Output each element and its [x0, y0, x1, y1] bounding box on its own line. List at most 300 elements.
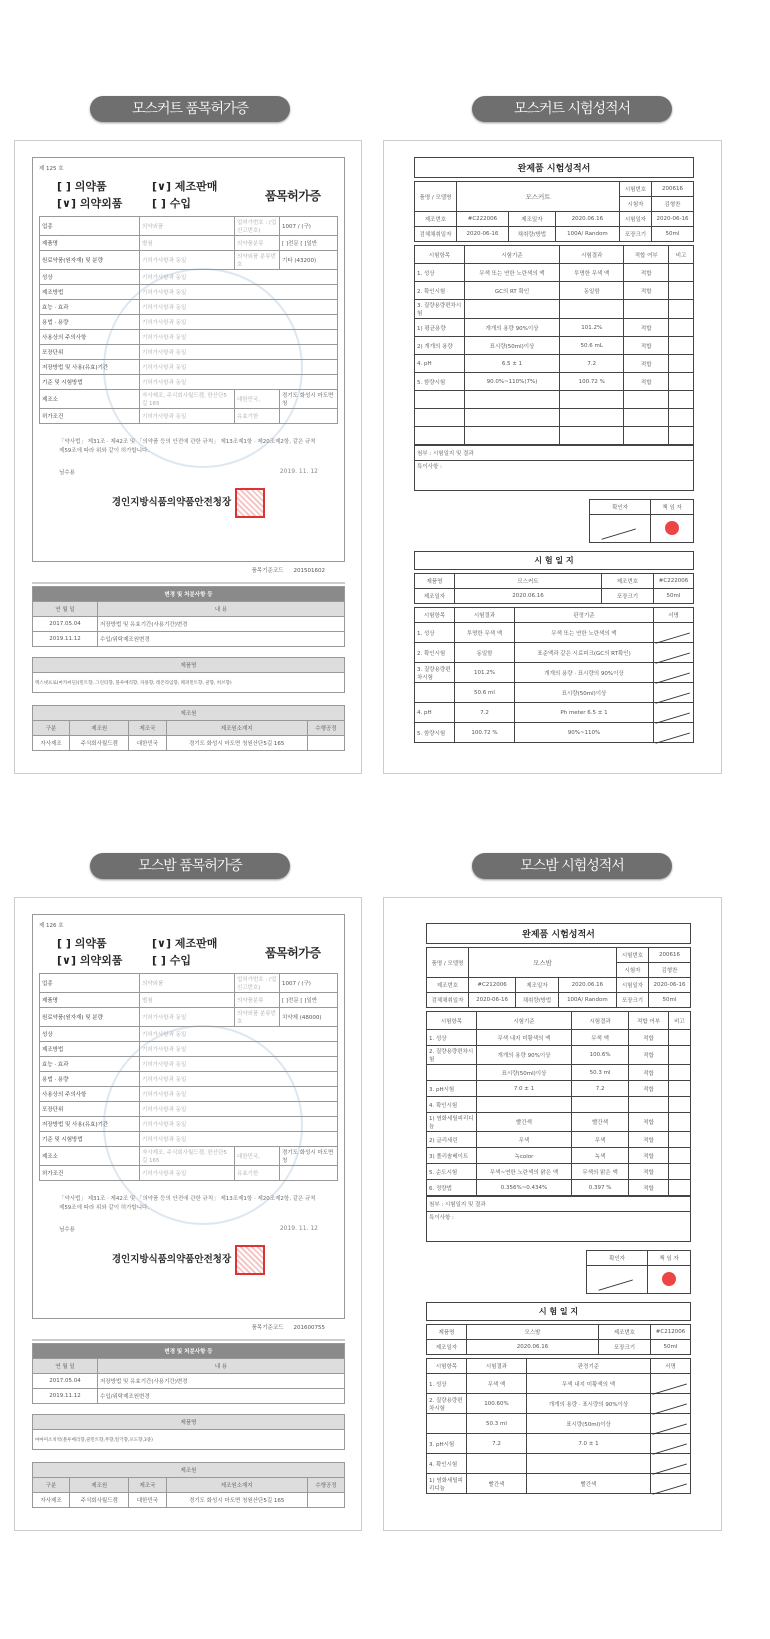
table-cell: 적합	[629, 1030, 669, 1046]
official-seal	[235, 488, 265, 518]
table-cell: 용법 · 용량	[40, 1072, 140, 1087]
table-cell: 모스커트	[455, 574, 602, 589]
log-header-row	[415, 574, 694, 589]
table-cell: 포장크기	[599, 1340, 651, 1355]
table-cell: 5. 함량시험	[415, 723, 455, 743]
signature-icon	[651, 1434, 691, 1454]
signature-table	[589, 499, 694, 543]
license-title: 품목허가증	[265, 188, 321, 203]
table-cell: 내 용	[98, 602, 345, 617]
table-cell: 무색 또는 연한 노란색의 액	[515, 623, 654, 643]
table-cell: 기허가사항과 동일	[140, 315, 338, 330]
table-cell: 표시량(50ml)이상	[527, 1414, 651, 1434]
table-cell	[668, 1132, 690, 1148]
table-cell	[560, 300, 624, 319]
license-row	[40, 1042, 338, 1057]
table-cell: 1) 평균용량	[415, 319, 465, 337]
table-cell: 적합	[629, 1148, 669, 1164]
table-cell: 2) 글리세린	[427, 1132, 477, 1148]
table-cell	[669, 337, 694, 355]
table-cell: 기허가사항과 동일	[140, 360, 338, 375]
log-title: 시 험 일 지	[414, 551, 694, 570]
official-seal	[235, 1245, 265, 1275]
table-cell: 제조원소재지	[166, 721, 307, 736]
signature-icon	[654, 723, 694, 743]
table-cell	[668, 1148, 690, 1164]
report-header-table	[414, 181, 694, 242]
results-head-row	[415, 246, 694, 264]
table-cell	[415, 427, 465, 445]
table-cell	[624, 391, 669, 409]
table-cell: 시험번호	[617, 948, 649, 963]
code-label: 품목기준코드	[251, 568, 284, 574]
table-cell: 7.0 ± 1	[527, 1434, 651, 1454]
table-cell: 제조번호	[427, 978, 469, 993]
table-cell	[307, 1493, 344, 1508]
table-cell	[465, 427, 560, 445]
license-number: 제 125 호	[39, 166, 64, 172]
issuer: 경인지방식품의약품안전청장	[111, 496, 232, 508]
mfr-title-row	[33, 1463, 345, 1478]
license-row	[40, 300, 338, 315]
license-row	[40, 1117, 338, 1132]
table-cell: 기준 및 시험방법	[40, 375, 140, 390]
result-row	[427, 1046, 691, 1065]
license-row	[40, 1072, 338, 1087]
signature-icon	[652, 1371, 689, 1394]
table-cell: 7.2	[467, 1434, 527, 1454]
result-row	[427, 1180, 691, 1196]
table-cell: 사용상의 주의사항	[40, 330, 140, 345]
table-cell: 검체채취일자	[415, 227, 457, 242]
table-cell: 의약품분류	[235, 993, 280, 1008]
divider	[32, 582, 345, 584]
result-row	[427, 1164, 691, 1180]
table-cell: 용법 · 용량	[40, 315, 140, 330]
table-cell	[465, 409, 560, 427]
table-cell: 제조소	[40, 390, 140, 409]
result-row	[415, 319, 694, 337]
table-cell: 수행공정	[307, 721, 344, 736]
signature-icon	[652, 1471, 689, 1494]
signature-icon	[651, 1454, 691, 1474]
table-cell: 3. pH시험	[427, 1081, 477, 1097]
result-row	[427, 1113, 691, 1132]
table-cell: 연 월 일	[33, 1359, 98, 1374]
license-row	[40, 1008, 338, 1027]
table-cell	[572, 1097, 629, 1113]
result-row	[427, 1132, 691, 1148]
table-cell: 제조원	[70, 1478, 129, 1493]
table-cell: #C212006	[651, 1325, 691, 1340]
statement: 「약사법」 제31조 · 제42조 및 「의약품 등의 안전에 관한 규칙」 제13조제1항 · 제20조제2항, 같은 규칙 제59조에 따라 위와 같이 허가합니다.	[59, 439, 316, 454]
table-cell: 제조일자	[516, 978, 559, 993]
table-cell: 무색 또는 연한 노란색의 액	[465, 264, 560, 282]
table-cell: 개개의 용량 · 표시량의 90%이상	[527, 1394, 651, 1414]
issuer: 경인지방식품의약품안전청장	[111, 1253, 232, 1265]
table-cell: 의약외품	[140, 974, 235, 993]
report-frame-2	[383, 897, 722, 1531]
table-cell	[629, 1097, 669, 1113]
license-row	[40, 360, 338, 375]
header-row	[415, 182, 694, 197]
signature-icon	[587, 1266, 648, 1294]
table-cell: 성상	[40, 270, 140, 285]
license-row	[40, 1102, 338, 1117]
table-cell: 무색 내지 미황색의 액	[527, 1374, 651, 1394]
log-row	[427, 1434, 691, 1454]
table-cell: 의약외품 분류번호	[235, 251, 280, 270]
table-cell: 시험자	[620, 197, 652, 212]
table-cell: 김형찬	[652, 197, 694, 212]
signature-icon	[651, 1414, 691, 1434]
table-cell: 제조방법	[40, 285, 140, 300]
table-cell: 90%~110%	[515, 723, 654, 743]
table-cell: 수입/위탁제조원변경	[98, 1389, 345, 1404]
table-cell: 제조일자	[508, 212, 555, 227]
signature-icon	[654, 663, 694, 683]
table-cell: 투명한 무색 액	[455, 623, 515, 643]
license-row	[40, 409, 338, 424]
table-cell: 효능 · 효과	[40, 1057, 140, 1072]
table-cell: 2) 개개의 용량	[415, 337, 465, 355]
log-row	[415, 703, 694, 723]
table-cell: 포장단위	[40, 1102, 140, 1117]
table-cell: 4. 확인시험	[427, 1454, 467, 1474]
table-cell: 개개의 용량 90%이상	[465, 319, 560, 337]
log-header-table	[426, 1324, 691, 1355]
table-cell: 100A/ Random	[558, 993, 616, 1008]
table-cell: 빨간색	[467, 1474, 527, 1494]
table-cell: 포장크기	[617, 993, 649, 1008]
table-cell	[465, 300, 560, 319]
code-label: 품목기준코드	[251, 1325, 284, 1331]
table-cell: Ph meter 6.5 ± 1	[515, 703, 654, 723]
table-cell: 채취량/방법	[516, 993, 559, 1008]
table-cell: 기허가사항과 동일	[140, 1102, 338, 1117]
issuer-line	[39, 488, 338, 518]
table-cell: 2020.06.16	[467, 1340, 599, 1355]
table-cell: 제품명	[40, 993, 140, 1008]
table-cell: 저장방법 및 사용(유효)기간	[40, 1117, 140, 1132]
table-cell: 기허가사항과 동일	[140, 1042, 338, 1057]
license-row	[40, 330, 338, 345]
table-cell: 시험기준	[465, 246, 560, 264]
table-cell: 시험번호	[620, 182, 652, 197]
table-cell: 제조국	[129, 721, 166, 736]
notes-table	[426, 1196, 691, 1242]
table-cell: 저장방법 및 유효기간(사용기간)변경	[98, 617, 345, 632]
log-row	[427, 1454, 691, 1474]
sign-head-row	[590, 500, 694, 515]
table-cell: 1) 염화세틸피리디늄	[427, 1113, 477, 1132]
table-cell: 시험기준	[477, 1012, 572, 1030]
table-cell: 내 용	[98, 1359, 345, 1374]
table-cell: 2020.06.16	[555, 212, 619, 227]
table-cell: 변경 및 처분사항 등	[33, 587, 345, 602]
table-cell	[415, 683, 455, 703]
notes-table	[414, 445, 694, 491]
table-cell: 무색	[477, 1132, 572, 1148]
table-cell: 무색 액	[467, 1374, 527, 1394]
license-row	[40, 993, 338, 1008]
table-cell: 맥스넷프로(마카씨딘)(민트향, 그린티향, 블루베리향, 자몽향, 레몬라임향, 페퍼민트향, 쿨향, 허브향)	[33, 673, 345, 693]
log-table	[426, 1358, 691, 1494]
table-cell	[624, 409, 669, 427]
license-header	[39, 935, 338, 969]
license-row	[40, 1087, 338, 1102]
license-row	[40, 1132, 338, 1147]
table-cell: 포장크기	[602, 589, 654, 604]
changes-row	[33, 632, 345, 647]
table-cell: 모스커트	[457, 182, 620, 212]
table-cell: 90.0%~110%(7%)	[465, 373, 560, 391]
table-cell: 첨부 : 시험일지 및 결과	[427, 1197, 691, 1212]
log-row	[415, 623, 694, 643]
table-cell: 제조원	[33, 1463, 345, 1478]
table-cell: 빨간색	[477, 1113, 572, 1132]
report-title: 완제품 시험성적서	[414, 157, 694, 178]
result-row	[415, 282, 694, 300]
license-row	[40, 217, 338, 236]
checkbox-label: [∨] 제조판매	[152, 180, 218, 193]
header-row	[427, 993, 691, 1008]
product-table	[32, 1414, 345, 1450]
license-row	[40, 345, 338, 360]
attach-row	[427, 1197, 691, 1212]
result-row	[415, 337, 694, 355]
table-cell: 무색 액	[572, 1030, 629, 1046]
table-cell: 변경 및 처분사항 등	[33, 1344, 345, 1359]
manufacturer-table	[32, 1462, 345, 1508]
table-cell: 제조방법	[40, 1042, 140, 1057]
table-cell: 주식회사월드켐	[70, 1493, 129, 1508]
checkbox-label: [ ] 의약품	[57, 937, 107, 950]
section-title-moscut-report: 모스커트 시험성적서	[472, 96, 672, 122]
table-cell: 기허가사항과 동일	[140, 1057, 338, 1072]
table-cell: 별첨	[140, 993, 235, 1008]
table-cell: 제조소	[40, 1147, 140, 1166]
table-cell: 업허가번호 : (업신고번호)	[235, 217, 280, 236]
table-cell: 제품명	[33, 658, 345, 673]
table-cell	[560, 391, 624, 409]
signature-icon	[654, 683, 694, 703]
product-row	[33, 673, 345, 693]
table-cell: 6.5 ± 1	[465, 355, 560, 373]
table-cell: 시험항목	[427, 1359, 467, 1374]
table-cell: 50ml	[654, 589, 694, 604]
report-frame-1	[383, 140, 722, 774]
table-cell: 3. pH시험	[427, 1434, 467, 1454]
license-title: 품목허가증	[265, 945, 321, 960]
table-cell: 50ml	[651, 1340, 691, 1355]
divider	[32, 1339, 345, 1341]
table-cell	[465, 391, 560, 409]
result-row	[427, 1065, 691, 1081]
changes-table	[32, 586, 345, 647]
table-cell: 제품명	[427, 1325, 467, 1340]
date-line	[59, 468, 318, 476]
table-cell: 적합	[629, 1132, 669, 1148]
table-cell: 4. pH	[415, 703, 455, 723]
checkbox-label: [ ] 의약품	[57, 180, 107, 193]
license-row	[40, 974, 338, 993]
table-cell: 의약외품	[140, 217, 235, 236]
table-cell	[669, 373, 694, 391]
table-cell: 기허가사항과 동일	[140, 1166, 235, 1181]
check-grid	[57, 935, 247, 969]
signature-icon	[590, 515, 651, 543]
table-cell: 의약품분류	[235, 236, 280, 251]
table-cell: 기타 (43200)	[280, 251, 338, 270]
table-cell: #C212006	[469, 978, 516, 993]
table-cell	[280, 1166, 338, 1181]
code-value: 201501602	[293, 568, 325, 574]
table-cell: 2020-06-16	[469, 993, 516, 1008]
receiver: 님수용	[59, 470, 75, 476]
table-cell: 적합	[629, 1164, 669, 1180]
signature-icon	[654, 623, 694, 643]
table-cell: 성상	[40, 1027, 140, 1042]
license-row	[40, 270, 338, 285]
table-cell: 확인자	[590, 500, 651, 515]
log-row	[427, 1394, 691, 1414]
table-cell: 2017.05.04	[33, 1374, 98, 1389]
log-row	[427, 1414, 691, 1434]
table-cell: 100.6%	[572, 1046, 629, 1065]
table-cell: 연 월 일	[33, 602, 98, 617]
table-cell	[669, 264, 694, 282]
code-line	[52, 1323, 325, 1331]
log-title: 시 험 일 지	[426, 1302, 691, 1321]
table-cell: 시험일자	[620, 212, 652, 227]
table-cell	[560, 409, 624, 427]
table-cell: 구분	[33, 721, 70, 736]
table-cell: 기허가사항과 동일	[140, 251, 235, 270]
table-cell: 경기도 화성시 마도면 청	[280, 1147, 338, 1166]
table-cell: 시험항목	[415, 608, 455, 623]
table-cell: 50.6 ml	[455, 683, 515, 703]
attach-row	[415, 446, 694, 461]
table-cell: 101.2%	[455, 663, 515, 683]
table-cell: 첨부 : 시험일지 및 결과	[415, 446, 694, 461]
table-cell: 50.3 ml	[467, 1414, 527, 1434]
table-cell: 주식회사월드켐	[70, 736, 129, 751]
table-cell: 기허가사항과 동일	[140, 345, 338, 360]
table-cell: 100A/ Random	[555, 227, 619, 242]
checkbox-label: [ ] 수입	[152, 197, 191, 210]
signature-icon	[655, 660, 692, 683]
result-row	[427, 1097, 691, 1113]
license-row	[40, 1057, 338, 1072]
product-title-row	[33, 1415, 345, 1430]
table-cell: 비고	[668, 1012, 690, 1030]
table-cell	[668, 1180, 690, 1196]
table-cell: 모스밤	[467, 1325, 599, 1340]
license-row	[40, 1166, 338, 1181]
section-title-moscut-license: 모스커트 품목허가증	[90, 96, 290, 122]
table-cell: 자사제조, 주식회사월드켐, 한산단5길 165	[140, 1147, 235, 1166]
table-cell: 허가조건	[40, 1166, 140, 1181]
table-cell: 시험결과	[467, 1359, 527, 1374]
log-header-row	[427, 1340, 691, 1355]
result-row	[415, 264, 694, 282]
table-cell: 동일함	[560, 282, 624, 300]
header-row	[427, 948, 691, 963]
table-cell: 7.2	[455, 703, 515, 723]
table-cell: 0.397 %	[572, 1180, 629, 1196]
changes-row	[33, 1374, 345, 1389]
table-cell: 적합	[624, 264, 669, 282]
table-cell: 적합	[624, 282, 669, 300]
table-cell: 허가조건	[40, 409, 140, 424]
table-cell: 제조일자	[427, 1340, 467, 1355]
table-cell: 판정기준	[515, 608, 654, 623]
product-row	[33, 1430, 345, 1450]
table-cell: 무색의 맑은 액	[572, 1164, 629, 1180]
table-cell: 대한민국	[129, 736, 166, 751]
table-cell: 품명 / 모델명	[427, 948, 469, 978]
blank-row	[415, 427, 694, 445]
table-cell: 표준액과 같은 시료피크(GC의 RT확인)	[515, 643, 654, 663]
table-cell: 서명	[654, 608, 694, 623]
table-cell: 100.60%	[467, 1394, 527, 1414]
table-cell	[669, 300, 694, 319]
table-cell: 기허가사항과 동일	[140, 300, 338, 315]
code-value: 201600755	[293, 1325, 325, 1331]
mfr-title-row	[33, 706, 345, 721]
table-cell: 표시량(50ml)이상	[465, 337, 560, 355]
table-cell: 2. 질량용량편차시험	[427, 1046, 477, 1065]
table-cell	[668, 1164, 690, 1180]
table-cell: 기준 및 시험방법	[40, 1132, 140, 1147]
table-cell: 적합	[624, 337, 669, 355]
table-cell: 표시량(50ml)이상	[515, 683, 654, 703]
table-cell: 확인자	[587, 1251, 648, 1266]
results-table	[414, 245, 694, 445]
table-cell: 적합	[629, 1065, 669, 1081]
report-title: 완제품 시험성적서	[426, 923, 691, 944]
table-cell: 유효기한	[235, 409, 280, 424]
checkbox-label: [∨] 의약외품	[57, 197, 123, 210]
license-row	[40, 285, 338, 300]
table-cell: 2019.11.12	[33, 632, 98, 647]
license-row	[40, 236, 338, 251]
signature-icon	[655, 680, 692, 703]
table-cell: 적합	[624, 319, 669, 337]
signature-icon	[652, 1391, 689, 1414]
results-head-row	[427, 1012, 691, 1030]
table-cell: 기허가사항과 동일	[140, 1072, 338, 1087]
table-cell: 1. 성상	[427, 1374, 467, 1394]
license-document	[32, 914, 345, 1319]
result-row	[415, 355, 694, 373]
mfr-row	[33, 736, 345, 751]
table-cell	[669, 319, 694, 337]
table-cell	[560, 427, 624, 445]
table-cell: 대한민국,	[235, 1147, 280, 1166]
log-header-row	[415, 589, 694, 604]
checkbox-label: [∨] 의약외품	[57, 954, 123, 967]
table-cell: 원료약품(원자재) 및 분량	[40, 251, 140, 270]
mfr-head-row	[33, 721, 345, 736]
table-cell: 3) 폴리솔베이트	[427, 1148, 477, 1164]
statement: 「약사법」 제31조 · 제42조 및 「의약품 등의 안전에 관한 규칙」 제13조제1항 · 제20조제2항, 같은 규칙 제59조에 따라 위와 같이 허가합니다.	[59, 1196, 316, 1211]
table-cell: 투명한 무색 액	[560, 264, 624, 282]
table-cell: 제품명	[33, 1415, 345, 1430]
table-cell	[477, 1097, 572, 1113]
sign-row	[590, 515, 694, 543]
